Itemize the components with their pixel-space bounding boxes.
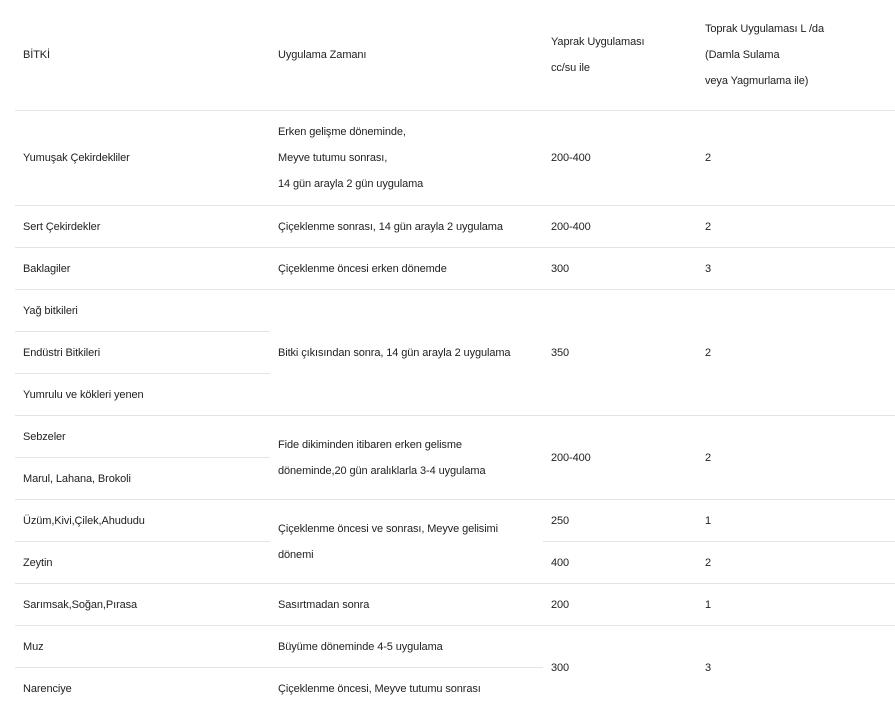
foliar-cell: 200-400 — [543, 111, 697, 206]
soil-cell: 2 — [697, 290, 895, 416]
plant-cell: Marul, Lahana, Brokoli — [15, 458, 270, 500]
header-foliar — [543, 0, 697, 111]
header-plant: BİTKİ — [15, 0, 270, 111]
table-row — [15, 290, 895, 332]
header-timing: Uygulama Zamanı — [270, 0, 543, 111]
plant-cell: Sarımsak,Soğan,Pırasa — [15, 584, 270, 626]
timing-line: Meyve tutumu sonrası, — [278, 152, 388, 164]
header-soil-line2: (Damla Sulama — [705, 49, 780, 61]
header-foliar-line2: cc/su ile — [551, 62, 590, 74]
foliar-cell: 200-400 — [543, 206, 697, 248]
soil-cell: 1 — [697, 500, 895, 542]
plant-cell: Yumuşak Çekirdekliler — [15, 111, 270, 206]
application-table — [15, 0, 895, 709]
soil-cell: 2 — [697, 111, 895, 206]
timing-line: Fide dikiminden itibaren erken gelisme — [278, 438, 462, 451]
plant-cell: Üzüm,Kivi,Çilek,Ahududu — [15, 500, 270, 542]
timing-cell: Çiçeklenme öncesi erken dönemde — [270, 248, 543, 290]
plant-cell: Sert Çekirdekler — [15, 206, 270, 248]
table-header-row — [15, 0, 895, 111]
plant-cell: Muz — [15, 626, 270, 668]
header-soil-line3: veya Yagmurlama ile) — [705, 75, 809, 87]
soil-cell: 2 — [697, 416, 895, 500]
timing-cell — [270, 416, 543, 500]
foliar-cell: 400 — [543, 542, 697, 584]
timing-cell: Çiçeklenme sonrası, 14 gün arayla 2 uygulama — [270, 206, 543, 248]
plant-cell: Yumrulu ve kökleri yenen — [15, 374, 270, 416]
timing-cell: Büyüme döneminde 4-5 uygulama — [270, 626, 543, 668]
soil-cell: 3 — [705, 661, 712, 674]
table-row — [15, 206, 895, 248]
plant-cell: Sebzeler — [15, 416, 270, 458]
timing-line: döneminde,20 gün aralıklarla 3-4 uygulama — [278, 464, 486, 477]
soil-cell: 2 — [697, 206, 895, 248]
plant-cell: Narenciye — [23, 682, 72, 695]
header-soil — [697, 0, 895, 111]
table-row — [15, 626, 895, 668]
timing-cell — [270, 500, 543, 584]
foliar-cell: 350 — [543, 290, 697, 416]
foliar-cell: 200 — [543, 584, 697, 626]
table-row — [15, 416, 895, 458]
timing-line: Çiçeklenme öncesi ve sonrası, Meyve gelisimi — [278, 522, 498, 535]
header-soil-line1: Toprak Uygulaması L /da — [705, 23, 824, 35]
plant-cell: Yağ bitkileri — [15, 290, 270, 332]
plant-cell: Zeytin — [15, 542, 270, 584]
table-row — [15, 248, 895, 290]
timing-line: 14 gün arayla 2 gün uygulama — [278, 178, 424, 190]
table-row — [15, 500, 895, 542]
timing-line: Erken gelişme döneminde, — [278, 126, 406, 138]
timing-line: dönemi — [278, 548, 314, 561]
foliar-cell: 250 — [543, 500, 697, 542]
plant-cell: Endüstri Bitkileri — [15, 332, 270, 374]
timing-cell: Sasırtmadan sonra — [270, 584, 543, 626]
soil-cell: 2 — [697, 542, 895, 584]
header-foliar-line1: Yaprak Uygulaması — [551, 36, 645, 48]
table-row — [15, 584, 895, 626]
plant-cell: Baklagiler — [15, 248, 270, 290]
foliar-cell: 200-400 — [543, 416, 697, 500]
foliar-cell: 300 — [543, 248, 697, 290]
timing-cell: Bitki çıkısından sonra, 14 gün arayla 2 uygulama — [270, 290, 543, 416]
timing-cell: Çiçeklenme öncesi, Meyve tutumu sonrası — [278, 682, 481, 695]
foliar-cell: 300 — [551, 661, 570, 674]
table-row — [15, 111, 895, 206]
timing-cell — [270, 111, 543, 206]
soil-cell: 1 — [697, 584, 895, 626]
soil-cell: 3 — [697, 248, 895, 290]
